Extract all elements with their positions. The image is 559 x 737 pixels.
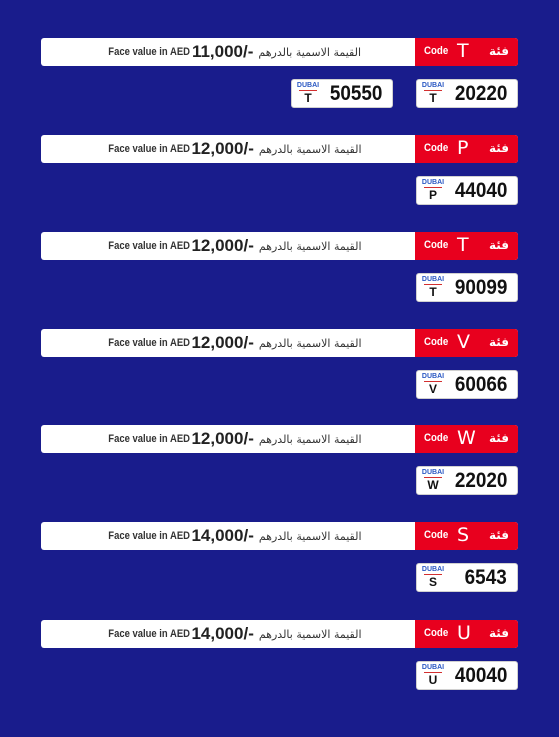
code-label: Code: [424, 45, 449, 57]
face-value-ar-label: القيمة الاسمية بالدرهم: [258, 336, 362, 350]
plate-emirate-label: DUBAI: [421, 373, 445, 380]
face-value-en-label: Face value in AED: [108, 46, 190, 58]
face-value-text: [41, 135, 415, 163]
code-label: Code: [424, 627, 449, 639]
plates-row: [41, 563, 518, 592]
face-value-ar-label: القيمة الاسمية بالدرهم: [258, 239, 362, 253]
plate-number: 90099: [454, 276, 507, 299]
code-letter: S: [457, 524, 470, 546]
face-value-amount: 12,000/-: [191, 429, 254, 448]
face-value-ar-label: القيمة الاسمية بالدرهم: [258, 627, 362, 641]
face-value-banner: [41, 329, 518, 357]
dubai-emblem-icon: [421, 664, 445, 688]
code-ar-label: فئة: [488, 238, 509, 252]
plate-emirate-label: DUBAI: [421, 566, 445, 573]
plates-row: [41, 79, 518, 108]
number-plate-card[interactable]: [416, 466, 518, 495]
plate-letter: T: [429, 91, 437, 105]
code-label: Code: [424, 432, 449, 444]
face-value-amount: 12,000/-: [191, 139, 254, 158]
dubai-emblem-icon: [421, 276, 445, 300]
plate-number: 20220: [454, 82, 507, 105]
face-value-en-label: Face value in AED: [107, 530, 190, 542]
code-letter: V: [457, 331, 470, 353]
face-value-text: [41, 232, 415, 260]
number-plate-card[interactable]: [416, 563, 518, 592]
plate-number: 6543: [464, 566, 507, 589]
code-label: Code: [424, 142, 449, 154]
code-badge: [415, 425, 518, 453]
plate-number: 44040: [454, 179, 507, 202]
code-badge: [415, 522, 518, 550]
face-value-en-label: Face value in AED: [107, 337, 190, 349]
number-plate-card[interactable]: [416, 273, 518, 302]
plate-emirate-label: DUBAI: [421, 276, 445, 283]
face-value-text: [41, 329, 415, 357]
face-value-amount: 12,000/-: [191, 236, 254, 255]
code-ar-label: فئة: [488, 335, 509, 349]
code-badge: [415, 620, 518, 648]
face-value-ar-label: القيمة الاسمية بالدرهم: [258, 45, 362, 59]
plate-emirate-label: DUBAI: [421, 664, 445, 671]
dubai-emblem-icon: [296, 82, 320, 106]
face-value-banner: [41, 232, 518, 260]
plate-letter: S: [428, 575, 437, 589]
plate-letter: T: [304, 91, 312, 105]
plate-number: 40040: [454, 664, 507, 687]
code-letter: T: [457, 40, 469, 62]
number-plate-card[interactable]: [291, 79, 393, 108]
face-value-banner: [41, 38, 518, 66]
plate-letter: P: [428, 188, 437, 202]
code-ar-label: فئة: [488, 626, 509, 640]
face-value-en-label: Face value in AED: [107, 240, 190, 252]
number-plate-card[interactable]: [416, 661, 518, 690]
dubai-emblem-icon: [421, 373, 445, 397]
code-badge: [415, 38, 518, 66]
face-value-banner: [41, 135, 518, 163]
plate-emirate-label: DUBAI: [421, 82, 445, 89]
code-ar-label: فئة: [488, 44, 509, 58]
dubai-emblem-icon: [421, 179, 445, 203]
code-badge: [415, 329, 518, 357]
face-value-banner: [41, 620, 518, 648]
face-value-amount: 11,000/-: [191, 42, 254, 61]
face-value-text: [41, 620, 415, 648]
plate-number: 60066: [454, 373, 507, 396]
plates-row: [41, 661, 518, 690]
number-plate-card[interactable]: [416, 176, 518, 205]
code-ar-label: فئة: [488, 141, 509, 155]
plate-number: 22020: [454, 469, 507, 492]
plate-number: 50550: [329, 82, 382, 105]
plate-emirate-label: DUBAI: [421, 469, 445, 476]
face-value-text: [41, 38, 415, 66]
code-ar-label: فئة: [488, 431, 509, 445]
face-value-amount: 14,000/-: [191, 624, 254, 643]
plate-emirate-label: DUBAI: [421, 179, 445, 186]
code-letter: P: [457, 137, 469, 159]
face-value-en-label: Face value in AED: [107, 628, 190, 640]
number-plate-card[interactable]: [416, 370, 518, 399]
plates-row: [41, 370, 518, 399]
face-value-text: [41, 522, 415, 550]
code-badge: [415, 232, 518, 260]
plate-emirate-label: DUBAI: [296, 82, 320, 89]
plates-row: [41, 466, 518, 495]
code-label: Code: [424, 239, 449, 251]
code-label: Code: [424, 529, 449, 541]
number-plate-card[interactable]: [416, 79, 518, 108]
face-value-ar-label: القيمة الاسمية بالدرهم: [258, 529, 362, 543]
code-letter: W: [457, 427, 476, 449]
code-letter: T: [457, 234, 469, 256]
code-letter: U: [457, 622, 471, 644]
face-value-ar-label: القيمة الاسمية بالدرهم: [258, 432, 362, 446]
face-value-banner: [41, 425, 518, 453]
face-value-amount: 14,000/-: [191, 526, 254, 545]
plate-letter: T: [429, 285, 437, 299]
dubai-emblem-icon: [421, 469, 445, 493]
face-value-banner: [41, 522, 518, 550]
code-badge: [415, 135, 518, 163]
plate-letter: W: [427, 478, 439, 492]
plate-letter: V: [428, 382, 437, 396]
face-value-ar-label: القيمة الاسمية بالدرهم: [258, 142, 362, 156]
code-label: Code: [424, 336, 449, 348]
plate-letter: U: [428, 673, 438, 687]
face-value-amount: 12,000/-: [191, 333, 254, 352]
dubai-emblem-icon: [421, 82, 445, 106]
plates-row: [41, 273, 518, 302]
code-ar-label: فئة: [488, 528, 509, 542]
face-value-en-label: Face value in AED: [107, 143, 190, 155]
face-value-text: [41, 425, 415, 453]
dubai-emblem-icon: [421, 566, 445, 590]
plates-row: [41, 176, 518, 205]
face-value-en-label: Face value in AED: [107, 433, 190, 445]
